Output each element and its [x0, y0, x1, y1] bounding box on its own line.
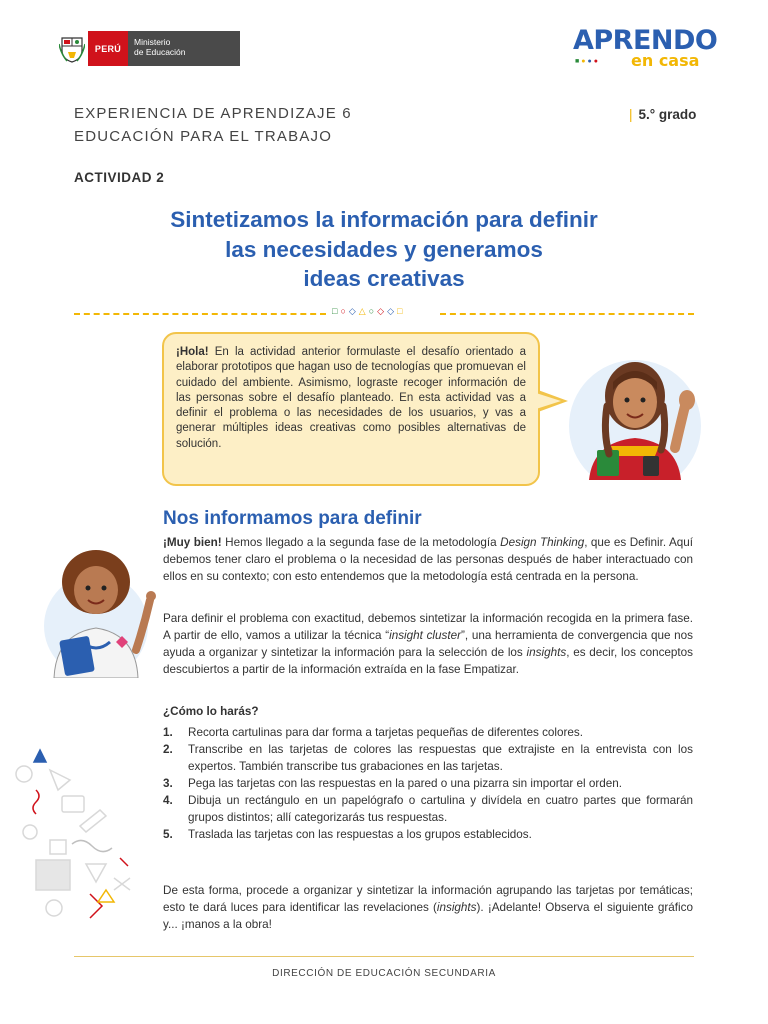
divider-shapes-icon: □○◇△○◇◇□ — [332, 306, 406, 316]
grade-label — [629, 107, 696, 122]
list-item — [163, 724, 693, 741]
closing-italic: insights — [436, 901, 477, 914]
list-item — [163, 826, 693, 843]
intro-italic: Design Thinking — [500, 536, 585, 549]
coat-of-arms-icon — [56, 31, 88, 66]
brand-title: APRENDO — [573, 25, 718, 56]
bubble-greeting: ¡Hola! — [176, 346, 209, 358]
ministry-line2: de Educación — [134, 47, 186, 57]
step-number: 2. — [163, 743, 173, 756]
activity-label: ACTIVIDAD 2 — [74, 170, 165, 185]
paragraph-closing — [163, 882, 693, 933]
brand-shapes-icon: ■●●● — [575, 58, 600, 65]
pointing-girl-illustration — [32, 542, 167, 678]
experience-line1: EXPERIENCIA DE APRENDIZAJE 6 — [74, 105, 352, 122]
step-text: Dibuja un rectángulo en un papelógrafo o cartulina y divídela en cuatro partes que formarán grupos distintos; allí categorizarás tus respuestas. — [188, 794, 693, 824]
divider-line-right — [440, 313, 694, 315]
title-line3: ideas creativas — [303, 266, 465, 291]
intro-text-a: Hemos llegado a la segunda fase de la metodología — [221, 536, 501, 549]
list-item — [163, 741, 693, 775]
step-number: 1. — [163, 726, 173, 739]
page-footer: DIRECCIÓN DE EDUCACIÓN SECUNDARIA — [272, 968, 496, 979]
intro-text-b: , que es Definir. Aquí debemos tener claro el problema o la necesidad de las personas después de haber interactuado con ellos en su contexto; con esto entendemos que la metodología está centrada en la persona. — [163, 536, 693, 583]
step-text: Transcribe en las tarjetas de colores las respuestas que extrajiste en la entrevista con los expertos. También transcribe tus grabaciones en las tarjetas. — [188, 743, 693, 773]
how-label: ¿Cómo lo harás? — [163, 705, 259, 718]
step-text: Recorta cartulinas para dar forma a tarjetas pequeñas de diferentes colores. — [188, 726, 583, 739]
speech-bubble — [162, 332, 540, 486]
step-text: Traslada las tarjetas con las respuestas a los grupos establecidos. — [188, 828, 532, 841]
steps-list — [163, 724, 693, 843]
ministry-label — [128, 31, 240, 66]
intro-bold: ¡Muy bien! — [163, 536, 222, 549]
page-title — [74, 205, 694, 294]
ministry-line1: Ministerio — [134, 37, 171, 47]
technique-text-b: ”, una herramienta de convergencia que nos ayuda a organizar y sintetizar la información para la selección de los — [163, 629, 693, 659]
peru-label: PERÚ — [88, 31, 128, 66]
list-item — [163, 792, 693, 826]
experience-heading — [74, 102, 352, 148]
closing-text-a: De esta forma, procede a organizar y sintetizar la información agrupando las tarjetas por temáticas; esto te dará luces para identificar las revelaciones ( — [163, 884, 693, 914]
experience-line2: EDUCACIÓN PARA EL TRABAJO — [74, 128, 333, 145]
list-item — [163, 775, 693, 792]
step-number: 5. — [163, 828, 173, 841]
grade-text: 5.° grado — [638, 107, 697, 122]
step-number: 3. — [163, 777, 173, 790]
school-doodles-icon — [10, 740, 150, 940]
grade-divider: | — [629, 107, 633, 122]
divider-line-left — [74, 313, 326, 315]
closing-text-b: ). ¡Adelante! Observa el siguiente gráfico y... ¡manos a la obra! — [163, 901, 693, 931]
paragraph-technique — [163, 610, 693, 678]
step-text: Pega las tarjetas con las respuestas en la pared o una pizarra sin importar el orden. — [188, 777, 622, 790]
government-logo — [56, 31, 240, 66]
bubble-tail-inner — [536, 393, 561, 409]
technique-italic-2: insights — [526, 646, 567, 659]
technique-text-c: , es decir, los conceptos descubiertos a partir de la información extraída en la fase Empatizar. — [163, 646, 693, 676]
paragraph-intro — [163, 534, 693, 585]
title-line2: las necesidades y generamos — [225, 236, 543, 262]
waving-girl-illustration — [563, 346, 703, 480]
aprendo-en-casa-logo — [573, 26, 718, 72]
section-title: Nos informamos para definir — [163, 508, 422, 529]
decorative-divider — [74, 306, 694, 316]
technique-text-a: Para definir el problema con exactitud, debemos sintetizar la información recogida en la primera fase. A partir de ello, vamos a utilizar la técnica “ — [163, 612, 693, 642]
step-number: 4. — [163, 794, 173, 807]
technique-italic-1: insight cluster — [389, 629, 462, 642]
bubble-text: En la actividad anterior formulaste el desafío orientado a elaborar prototipos que hagan uso de tecnologías que promuevan el cuidado del ambiente. Asimismo, lograste recoger información de las personas sobre el desafío planteado. En esta actividad vas a definir el problema o las necesidades de los usuarios, y vas a generar múltiples ideas creativas como posibles alternativas de solución. — [176, 346, 526, 450]
title-line1: Sintetizamos la información para definir — [170, 207, 598, 232]
brand-subtitle: en casa — [631, 51, 700, 70]
footer-divider — [74, 956, 694, 957]
